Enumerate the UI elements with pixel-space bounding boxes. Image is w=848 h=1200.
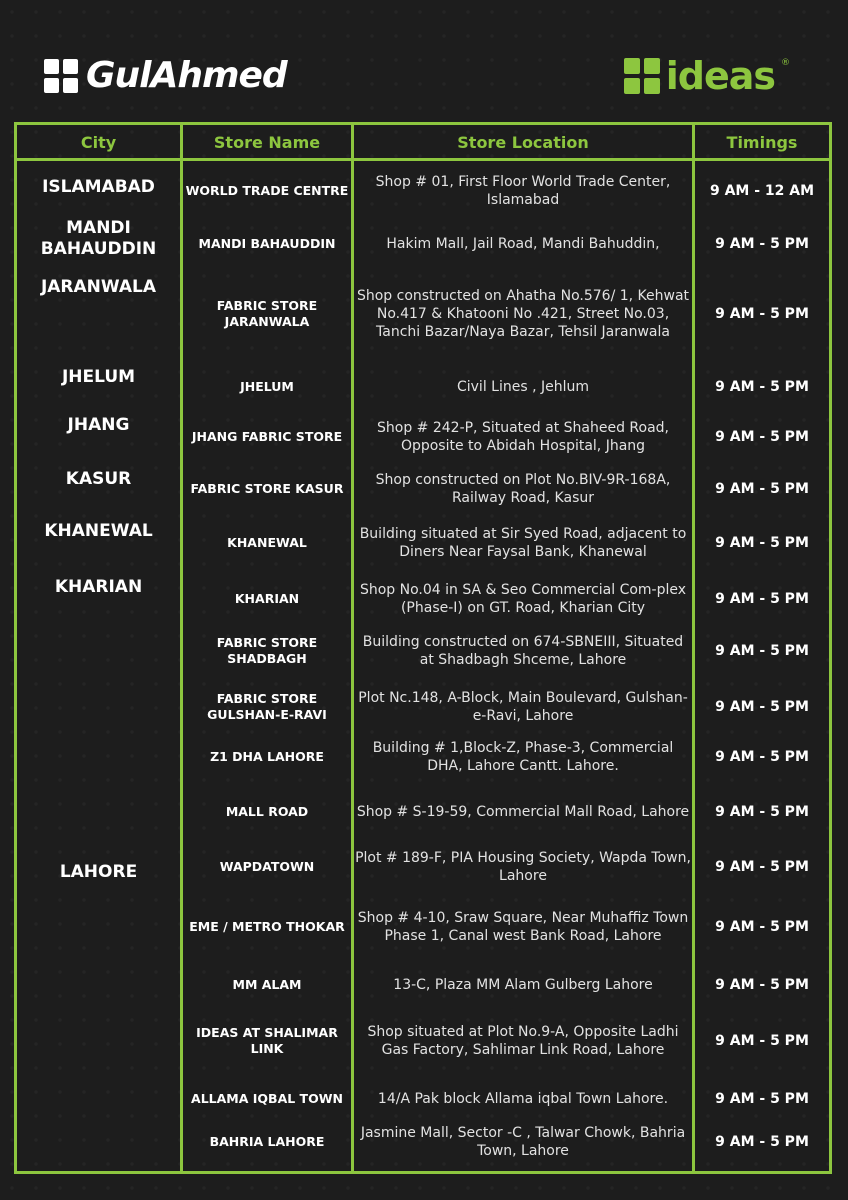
table-row (17, 1077, 829, 1121)
store-name-cell: ALLAMA IQBAL TOWN (191, 1091, 343, 1106)
store-table (14, 122, 832, 1174)
store-name-cell: KHANEWAL (227, 535, 307, 550)
city-lahore: LAHORE (59, 862, 138, 882)
table-row (17, 963, 829, 1007)
city-cell: MANDI BAHAUDDIN (40, 218, 157, 259)
table-row (17, 573, 829, 625)
store-name-cell: KHARIAN (234, 591, 300, 606)
table-row (17, 1009, 829, 1073)
city-cell: ISLAMABAD (42, 176, 155, 197)
timing-cell: 9 AM - 5 PM (715, 481, 809, 497)
city-cell: KHANEWAL (44, 520, 153, 541)
store-location-cell: 13-C, Plaza MM Alam Gulberg Lahore (393, 977, 653, 993)
store-name-cell: JHANG FABRIC STORE (191, 429, 343, 444)
table-row (17, 625, 829, 677)
timing-cell: 9 AM - 5 PM (715, 749, 809, 765)
table-row (17, 731, 829, 783)
store-location-cell: Hakim Mall, Jail Road, Mandi Bahuddin, (386, 236, 660, 252)
ideas-mark-icon (624, 58, 660, 94)
store-location-cell: 14/A Pak block Allama iqbal Town Lahore. (377, 1091, 669, 1107)
timing-cell: 9 AM - 5 PM (715, 1091, 809, 1107)
table-row (17, 271, 829, 357)
timing-cell: 9 AM - 5 PM (715, 804, 809, 820)
timing-cell: 9 AM - 5 PM (715, 977, 809, 993)
city-cell: KASUR (65, 468, 132, 489)
timing-cell: 9 AM - 5 PM (715, 306, 809, 322)
store-name-cell: WAPDATOWN (219, 859, 315, 874)
city-cell: JHELUM (61, 366, 136, 387)
timing-cell: 9 AM - 5 PM (715, 429, 809, 445)
store-location-cell: Shop # 01, First Floor World Trade Center, Islamabad (375, 174, 671, 208)
store-name-cell: BAHRIA LAHORE (209, 1134, 325, 1149)
store-location-cell: Shop # S-19-59, Commercial Mall Road, Lahore (356, 804, 690, 820)
table-row (17, 465, 829, 513)
table-row (17, 681, 829, 733)
store-location-cell: Civil Lines , Jehlum (456, 379, 589, 395)
store-location-cell: Plot Nc.148, A-Block, Main Boulevard, Gulshan-e-Ravi, Lahore (358, 690, 688, 724)
gulahmed-wordmark: GulAhmed (86, 55, 287, 96)
table-row (17, 219, 829, 269)
store-location-cell: Jasmine Mall, Sector -C , Talwar Chowk, Bahria Town, Lahore (360, 1125, 686, 1159)
city-cell: JHANG (67, 414, 130, 435)
timing-cell: 9 AM - 5 PM (715, 379, 809, 395)
table-row (17, 517, 829, 569)
timing-cell: 9 AM - 5 PM (715, 859, 809, 875)
store-location-cell: Shop # 4-10, Sraw Square, Near Muhaffiz Town Phase 1, Canal west Bank Road, Lahore (357, 910, 689, 944)
store-name-cell: MANDI BAHAUDDIN (198, 236, 336, 251)
timing-cell: 9 AM - 5 PM (715, 1134, 809, 1150)
table-row (17, 169, 829, 213)
gulahmed-logo (44, 56, 287, 96)
store-name-cell: WORLD TRADE CENTRE (185, 183, 349, 198)
store-name-cell: EME / METRO THOKAR (189, 919, 345, 934)
store-name-cell: FABRIC STORE JARANWALA (216, 298, 318, 329)
store-location-cell: Shop constructed on Plot No.BIV-9R-168A, Railway Road, Kasur (375, 472, 671, 506)
store-location-cell: Plot # 189-F, PIA Housing Society, Wapda Town, Lahore (355, 850, 691, 884)
store-location-cell: Building situated at Sir Syed Road, adjacent to Diners Near Faysal Bank, Khanewal (359, 526, 687, 560)
timing-cell: 9 AM - 5 PM (715, 643, 809, 659)
header-store-name: Store Name (213, 132, 321, 152)
store-location-cell: Shop # 242-P, Situated at Shaheed Road, Opposite to Abidah Hospital, Jhang (377, 420, 669, 454)
ideas-logo (624, 56, 790, 96)
timing-cell: 9 AM - 5 PM (715, 591, 809, 607)
ideas-wordmark: ideas (665, 54, 775, 98)
header-city: City (80, 132, 117, 152)
store-name-cell: Z1 DHA LAHORE (210, 749, 324, 764)
timing-cell: 9 AM - 5 PM (715, 699, 809, 715)
timing-cell: 9 AM - 5 PM (715, 919, 809, 935)
store-location-cell: Shop No.04 in SA & Seo Commercial Com-plex (Phase-I) on GT. Road, Kharian City (359, 582, 687, 616)
city-cell: KHARIAN (54, 576, 143, 597)
header-store-location: Store Location (457, 132, 589, 152)
store-name-cell: FABRIC STORE GULSHAN-E-RAVI (207, 691, 327, 722)
timing-cell: 9 AM - 12 AM (709, 183, 815, 199)
table-row (17, 1119, 829, 1165)
store-name-cell: IDEAS AT SHALIMAR LINK (196, 1025, 338, 1056)
city-cell: JARANWALA (40, 276, 157, 297)
header-timings: Timings (726, 132, 798, 152)
store-name-cell: FABRIC STORE KASUR (190, 481, 344, 496)
table-row (17, 365, 829, 409)
table-row (17, 413, 829, 461)
ideas-registered-mark: ® (781, 58, 790, 68)
timing-cell: 9 AM - 5 PM (715, 1033, 809, 1049)
timing-cell: 9 AM - 5 PM (715, 236, 809, 252)
table-row (17, 785, 829, 839)
timing-cell: 9 AM - 5 PM (715, 535, 809, 551)
store-name-cell: FABRIC STORE SHADBAGH (216, 635, 318, 666)
store-name-cell: MM ALAM (232, 977, 302, 992)
store-name-cell: MALL ROAD (225, 804, 309, 819)
store-location-cell: Building constructed on 674-SBNEIII, Situated at Shadbagh Shceme, Lahore (362, 634, 684, 668)
store-location-cell: Shop situated at Plot No.9-A, Opposite Ladhi Gas Factory, Sahlimar Link Road, Lahore (367, 1024, 679, 1058)
store-location-cell: Shop constructed on Ahatha No.576/ 1, Kehwat No.417 & Khatooni No .421, Street No.03, Tanchi Bazar/Naya Bazar, Tehsil Jaranwala (356, 288, 690, 340)
store-location-cell: Building # 1,Block-Z, Phase-3, Commercial DHA, Lahore Cantt. Lahore. (372, 740, 674, 774)
table-row (17, 895, 829, 959)
gulahmed-mark-icon (44, 59, 78, 93)
store-name-cell: JHELUM (240, 379, 294, 394)
